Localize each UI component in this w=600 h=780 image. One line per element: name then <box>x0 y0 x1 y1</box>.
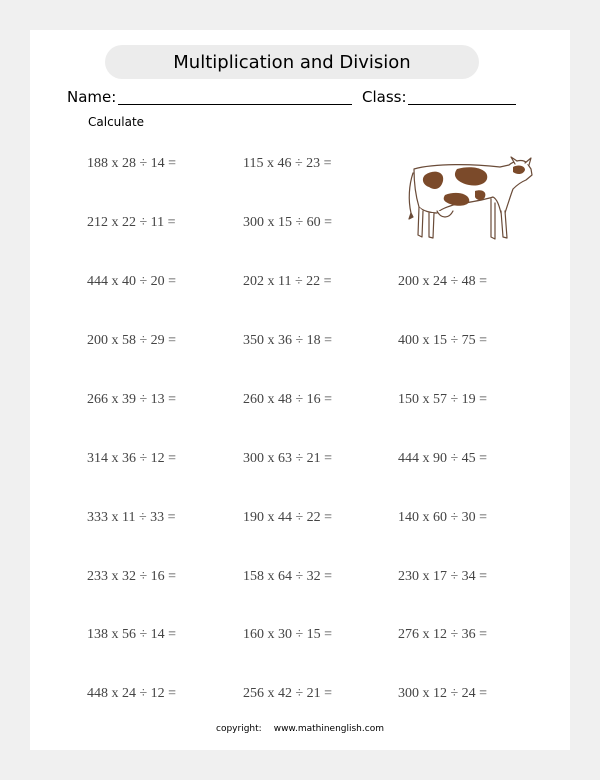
copyright-site: www.mathinenglish.com <box>273 724 384 734</box>
problem-c3-r10: 300 x 12 ÷ 24 = <box>398 686 488 701</box>
worksheet-title: Multiplication and Division <box>105 45 479 79</box>
problem-c1-r10: 448 x 24 ÷ 12 = <box>87 686 177 701</box>
problem-c2-r4: 350 x 36 ÷ 18 = <box>243 333 333 348</box>
problem-c2-r2: 300 x 15 ÷ 60 = <box>243 215 333 230</box>
problem-c3-r9: 276 x 12 ÷ 36 = <box>398 627 488 642</box>
problem-c3-r4: 400 x 15 ÷ 75 = <box>398 333 488 348</box>
problem-c2-r9: 160 x 30 ÷ 15 = <box>243 627 333 642</box>
problem-c1-r7: 333 x 11 ÷ 33 = <box>87 510 176 525</box>
copyright-label: copyright: <box>216 724 262 734</box>
problem-c1-r1: 188 x 28 ÷ 14 = <box>87 156 177 171</box>
problem-c1-r8: 233 x 32 ÷ 16 = <box>87 569 177 584</box>
problem-c2-r8: 158 x 64 ÷ 32 = <box>243 569 333 584</box>
problem-c2-r6: 300 x 63 ÷ 21 = <box>243 451 333 466</box>
problem-c1-r4: 200 x 58 ÷ 29 = <box>87 333 177 348</box>
name-blank-line <box>118 104 352 105</box>
copyright-footer <box>30 724 570 734</box>
problem-c3-r8: 230 x 17 ÷ 34 = <box>398 569 488 584</box>
problem-c3-r7: 140 x 60 ÷ 30 = <box>398 510 488 525</box>
problem-c2-r3: 202 x 11 ÷ 22 = <box>243 274 332 289</box>
instruction-text: Calculate <box>88 115 145 129</box>
problem-c1-r9: 138 x 56 ÷ 14 = <box>87 627 177 642</box>
class-label: Class: <box>362 88 407 106</box>
problem-c1-r6: 314 x 36 ÷ 12 = <box>87 451 177 466</box>
problem-c3-r5: 150 x 57 ÷ 19 = <box>398 392 488 407</box>
problem-c3-r3: 200 x 24 ÷ 48 = <box>398 274 488 289</box>
cow-icon <box>405 155 535 247</box>
problem-c2-r10: 256 x 42 ÷ 21 = <box>243 686 333 701</box>
problem-c2-r1: 115 x 46 ÷ 23 = <box>243 156 332 171</box>
problem-c2-r5: 260 x 48 ÷ 16 = <box>243 392 333 407</box>
problem-c1-r2: 212 x 22 ÷ 11 = <box>87 215 176 230</box>
class-blank-line <box>408 104 516 105</box>
worksheet-page <box>30 30 570 750</box>
problem-c1-r5: 266 x 39 ÷ 13 = <box>87 392 177 407</box>
problem-c2-r7: 190 x 44 ÷ 22 = <box>243 510 333 525</box>
problem-c3-r6: 444 x 90 ÷ 45 = <box>398 451 488 466</box>
name-label: Name: <box>67 88 117 106</box>
problem-c1-r3: 444 x 40 ÷ 20 = <box>87 274 177 289</box>
